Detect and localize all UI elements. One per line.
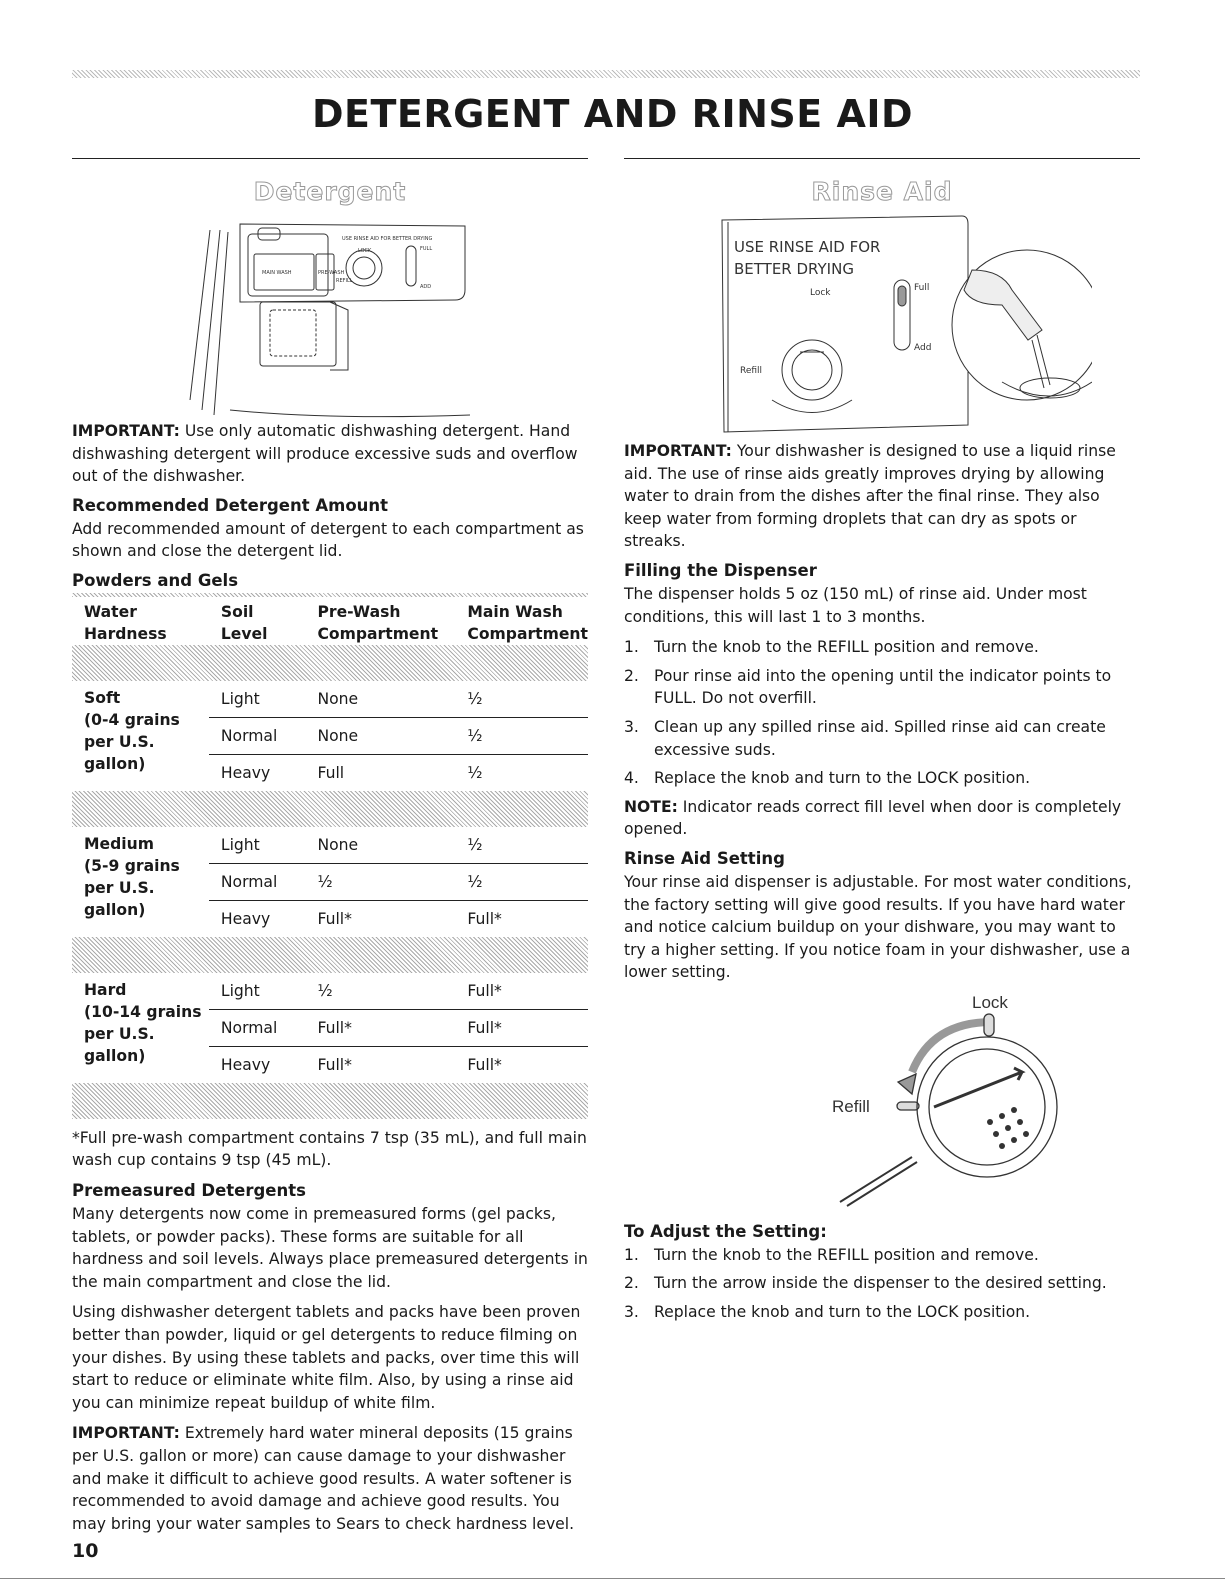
table-row — [72, 681, 588, 718]
fig-label-use-rinse-aid: USE RINSE AID FOR — [734, 238, 881, 256]
hardness-range: (0-4 grains — [84, 710, 180, 729]
step-text: Turn the arrow inside the dispenser to the desired setting. — [654, 1274, 1107, 1293]
prewash-cell: Full* — [317, 1055, 352, 1074]
knob-adjust-figure — [702, 992, 1062, 1214]
fig-label-add: Add — [914, 343, 932, 353]
adjust-steps-list — [624, 1244, 1140, 1324]
prewash-cell: ½ — [305, 863, 455, 900]
soil-cell: Light — [209, 973, 306, 1010]
hardness-unit: per U.S. — [84, 732, 155, 751]
important-label: IMPORTANT: — [72, 422, 180, 440]
filling-text: The dispenser holds 5 oz (150 mL) of rinse aid. Under most conditions, this will last 1 to 3 months. — [624, 584, 1087, 626]
knob-label-refill: Refill — [832, 1096, 870, 1116]
step-text: Replace the knob and turn to the LOCK position. — [654, 769, 1031, 788]
table-row — [72, 973, 588, 1010]
prewash-cell: None — [305, 681, 455, 718]
step-text: Turn the knob to the REFILL position and remove. — [654, 1245, 1039, 1264]
fig-label-full: FULL — [420, 246, 433, 252]
note-label: NOTE: — [624, 797, 678, 816]
hardness-medium: Medium — [84, 834, 154, 853]
hardness-soft: Soft — [84, 688, 121, 707]
header-main-wash-compartment: Compartment — [467, 624, 588, 643]
hardness-range: (5-9 grains — [84, 856, 180, 875]
soil-cell: Normal — [209, 863, 306, 900]
header-level: Level — [220, 624, 268, 643]
fig-label-use-rinse: USE RINSE AID FOR BETTER DRYING — [342, 236, 433, 242]
setting-text: Your rinse aid dispenser is adjustable. For most water conditions, the factory setting will give good results. If you have hard water and notice calcium buildup on your dishware, you may want to try a higher setting. If you notice foam in your dishwasher, use a lower setting. — [624, 872, 1132, 982]
soil-cell: Heavy — [220, 909, 271, 928]
recommended-heading: Recommended Detergent Amount — [72, 495, 389, 515]
header-soil: Soil — [220, 602, 254, 621]
mainwash-cell: Full* — [455, 1009, 588, 1046]
prewash-cell: Full* — [317, 909, 352, 928]
top-hatch-band — [72, 70, 1140, 78]
hardness-gallon: gallon) — [84, 900, 146, 919]
adjust-heading: To Adjust the Setting: — [624, 1221, 827, 1241]
hardness-gallon: gallon) — [84, 1046, 146, 1065]
hardness-range: (10-14 grains — [84, 1002, 202, 1021]
soil-cell: Heavy — [220, 763, 271, 782]
mainwash-cell: ½ — [467, 763, 483, 782]
powders-heading: Powders and Gels — [72, 570, 239, 590]
detergent-section-title: Detergent — [253, 177, 407, 206]
mainwash-cell: ½ — [455, 863, 588, 900]
fig-label-refill: Refill — [740, 366, 763, 376]
mainwash-cell: Full* — [467, 1055, 502, 1074]
mainwash-cell: ½ — [455, 681, 588, 718]
filling-heading: Filling the Dispenser — [624, 560, 817, 580]
header-main-wash: Main Wash — [467, 602, 563, 621]
premeasured-paragraph-2: Using dishwasher detergent tablets and packs have been proven better than powder, liquid or gel detergents to reduce filming on your dishes. By using these tablets and packs, over time this will start to reduce or eliminate white film. Also, by using a rinse aid you can minimize repeat buildup of white film. — [72, 1303, 581, 1412]
table-header-row — [72, 597, 588, 645]
step-text: Replace the knob and turn to the LOCK position. — [654, 1303, 1031, 1322]
step-number: 4. — [624, 769, 639, 788]
header-water: Water — [84, 602, 137, 621]
hardness-hard: Hard — [84, 980, 127, 999]
prewash-cell: Full* — [305, 1009, 455, 1046]
premeasured-paragraph-1: Many detergents now come in premeasured forms (gel packs, tablets, or powder packs). These forms are suitable for all hardness and soil levels. Always place premeasured detergents in the main compartment and close the lid. — [72, 1204, 588, 1291]
step-number: 3. — [624, 717, 639, 736]
mainwash-cell: ½ — [455, 717, 588, 754]
rinse-aid-column — [624, 158, 1140, 1330]
detergent-column — [72, 158, 588, 1543]
fig-label-lock: Lock — [810, 288, 831, 298]
note-text: Indicator reads correct fill level when door is completely opened. — [624, 797, 1122, 839]
header-pre-wash-compartment: Compartment — [317, 624, 439, 643]
column-rule — [624, 158, 1140, 159]
rinse-aid-dispenser-figure — [672, 210, 1092, 440]
table-footnote: *Full pre-wash compartment contains 7 tsp (35 mL), and full main wash cup contains 9 tsp (45 mL). — [72, 1128, 587, 1169]
important-label: IMPORTANT: — [72, 1424, 180, 1443]
list-item — [624, 636, 1140, 659]
bottom-rule — [0, 1578, 1225, 1579]
hardness-gallon: gallon) — [84, 754, 146, 773]
important-text: Use only automatic dishwashing detergent. Hand dishwashing detergent will produce excessive suds and overflow out of the dishwasher. — [72, 422, 578, 486]
important-text: Extremely hard water mineral deposits (15 grains per U.S. gallon or more) can cause damage to your dishwasher and make it difficult to achieve good results. A water softener is recommended to avoid damage and achieve good results. You may bring your water samples to Sears to check hardness level. — [72, 1424, 575, 1533]
step-number: 1. — [624, 1245, 639, 1264]
list-item — [624, 767, 1140, 790]
fig-label-refill: REFILL — [336, 278, 353, 284]
fig-label-pre-wash: PRE-WASH — [318, 270, 345, 276]
step-number: 2. — [624, 666, 639, 685]
list-item — [624, 1244, 1140, 1267]
page-title: DETERGENT AND RINSE AID — [311, 92, 914, 136]
prewash-cell: None — [305, 827, 455, 864]
rinse-aid-section-title: Rinse Aid — [811, 177, 953, 206]
list-item — [624, 1272, 1140, 1295]
detergent-table — [72, 597, 588, 1119]
important-paragraph — [72, 420, 588, 488]
header-hardness: Hardness — [84, 624, 167, 643]
step-text: Pour rinse aid into the opening until the indicator points to FULL. Do not overfill. — [654, 666, 1112, 708]
step-text: Clean up any spilled rinse aid. Spilled rinse aid can create excessive suds. — [654, 717, 1106, 759]
mainwash-cell: Full* — [467, 909, 502, 928]
note-paragraph — [624, 796, 1140, 841]
soil-cell: Light — [209, 681, 306, 718]
column-rule — [72, 158, 588, 159]
premeasured-heading: Premeasured Detergents — [72, 1180, 306, 1200]
page-number: 10 — [72, 1540, 99, 1562]
soil-cell: Normal — [209, 717, 306, 754]
fig-label-full: Full — [914, 283, 930, 293]
prewash-cell: Full — [317, 763, 345, 782]
soil-cell: Heavy — [220, 1055, 271, 1074]
fig-label-add: ADD — [420, 284, 432, 290]
mainwash-cell: ½ — [455, 827, 588, 864]
step-number: 3. — [624, 1303, 639, 1322]
list-item — [624, 1301, 1140, 1324]
step-text: Turn the knob to the REFILL position and remove. — [654, 638, 1039, 657]
detergent-dispenser-figure — [180, 210, 480, 420]
fig-label-better-drying: BETTER DRYING — [734, 260, 854, 278]
recommended-text: Add recommended amount of detergent to each compartment as shown and close the detergent lid. — [72, 519, 584, 561]
rinse-important-paragraph — [624, 440, 1140, 553]
soil-cell: Light — [209, 827, 306, 864]
list-item — [624, 716, 1140, 761]
setting-heading: Rinse Aid Setting — [624, 848, 785, 868]
list-item — [624, 665, 1140, 710]
important-text: Your dishwasher is designed to use a liquid rinse aid. The use of rinse aids greatly improves drying by allowing water to drain from the dishes after the final rinse. They also keep water from forming droplets that can dry as spots or streaks. — [624, 442, 1116, 551]
header-pre-wash: Pre-Wash — [317, 602, 401, 621]
prewash-cell: ½ — [305, 973, 455, 1010]
step-number: 2. — [624, 1274, 639, 1293]
important-hard-water-paragraph — [72, 1422, 588, 1535]
prewash-cell: None — [305, 717, 455, 754]
table-row — [72, 827, 588, 864]
fig-label-main-wash: MAIN WASH — [262, 270, 292, 276]
fig-label-lock: LOCK — [358, 248, 372, 254]
mainwash-cell: Full* — [455, 973, 588, 1010]
hardness-unit: per U.S. — [84, 878, 155, 897]
knob-label-lock: Lock — [972, 992, 1008, 1012]
filling-steps-list — [624, 636, 1140, 790]
important-label: IMPORTANT: — [624, 442, 732, 460]
hardness-unit: per U.S. — [84, 1024, 155, 1043]
soil-cell: Normal — [209, 1009, 306, 1046]
step-number: 1. — [624, 638, 639, 657]
